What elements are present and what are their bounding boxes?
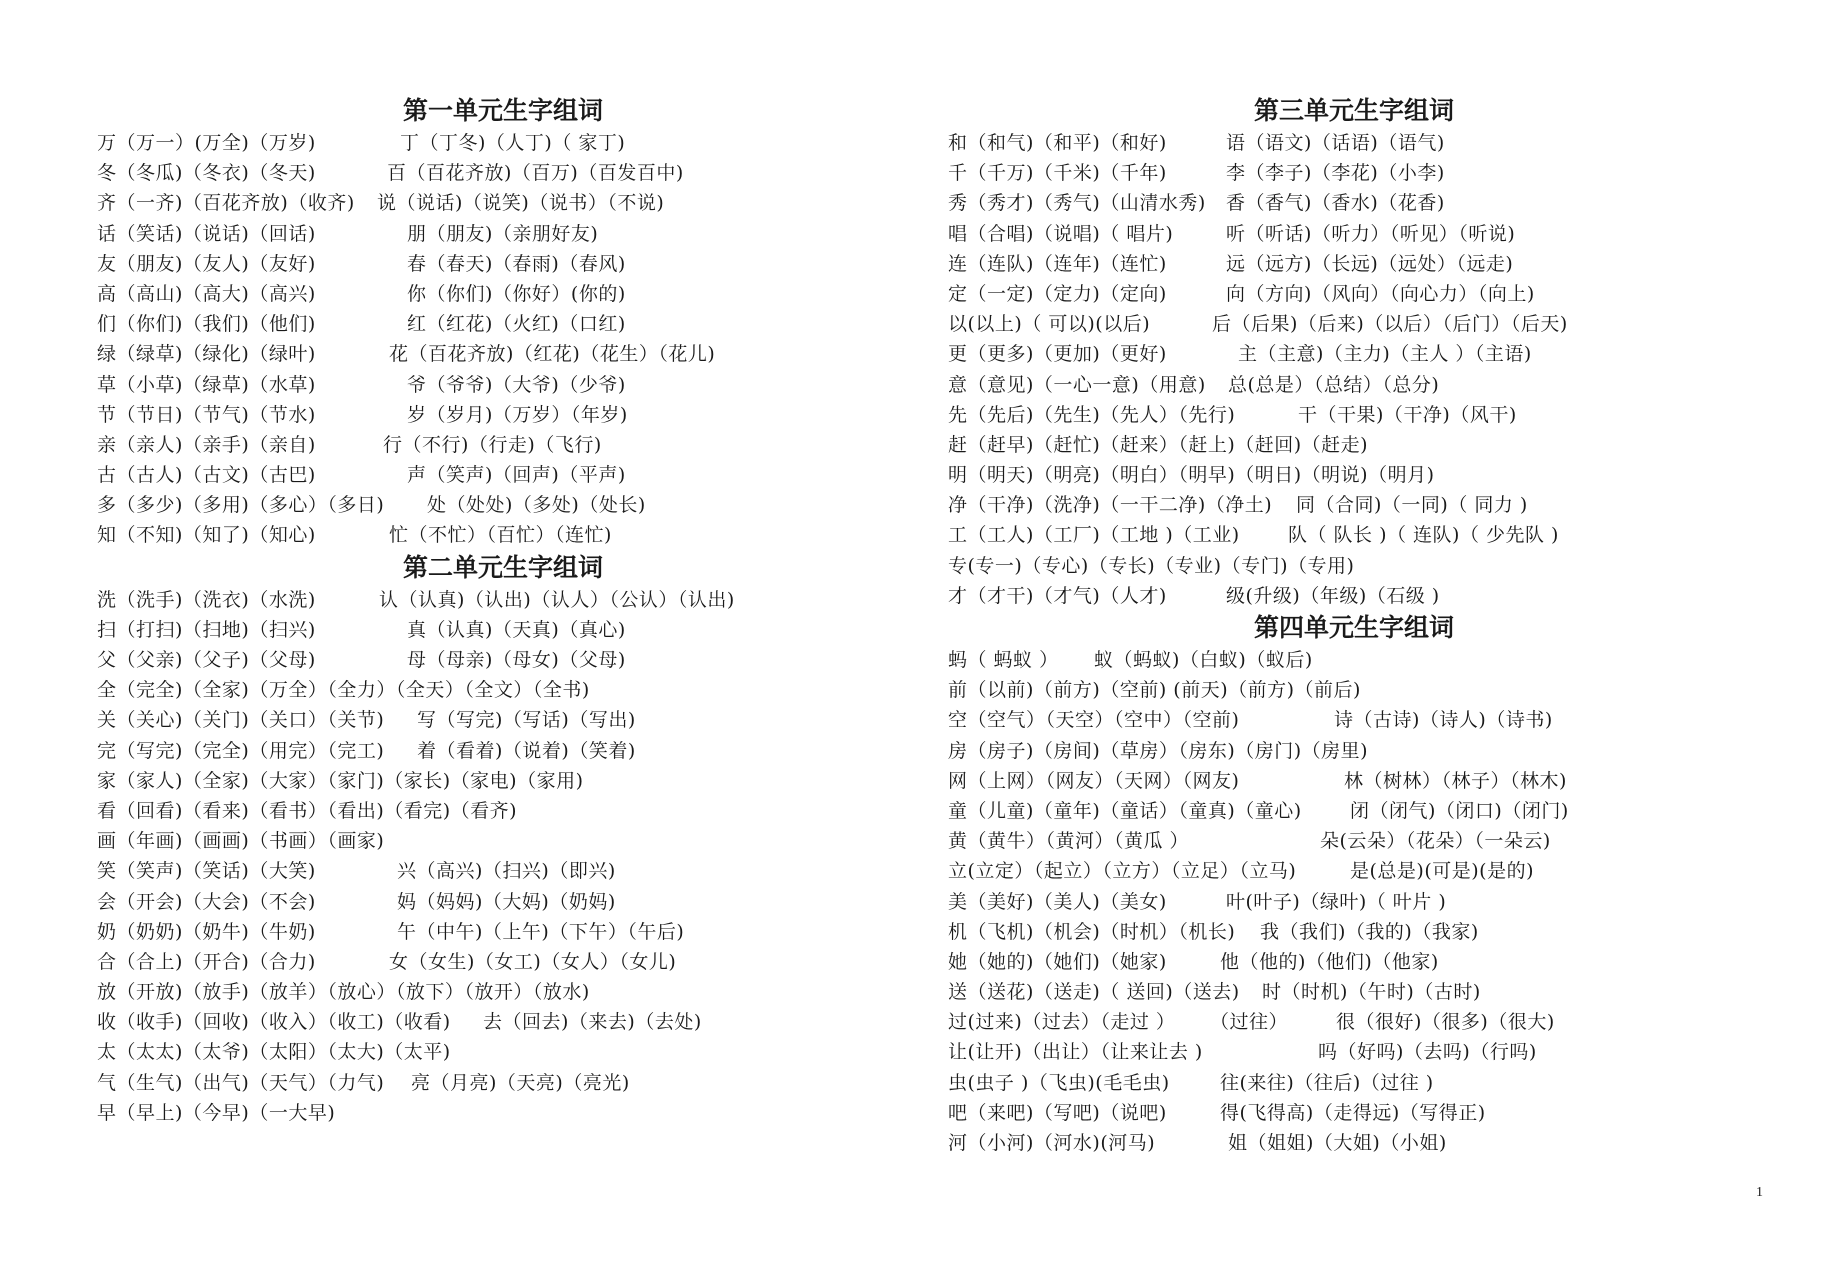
word-row (948, 339, 1708, 369)
word-entry: （过往） (1210, 1011, 1289, 1034)
word-row (948, 370, 1708, 400)
word-row (97, 766, 857, 796)
word-row (948, 1128, 1708, 1158)
word-entry: 工（工人)（工厂)（工地 )（工业) (948, 524, 1240, 547)
word-entry: 级(升级)（年级)（石级 ) (1226, 584, 1440, 607)
word-entry: 主（主意)（主力)（主人 ）（主语) (1238, 343, 1532, 366)
word-entry: 兴（高兴)（扫兴)（即兴) (397, 860, 616, 883)
word-entry: 前（以前)（前方)（空前) (前天)（前方)（前后) (948, 679, 1361, 702)
word-entry: 行（不行)（行走)（飞行) (383, 433, 602, 456)
word-row (948, 736, 1708, 766)
word-row (948, 188, 1708, 218)
word-entry: 和（和气)（和平)（和好) (948, 132, 1167, 154)
word-row (948, 645, 1708, 675)
word-row (97, 585, 857, 615)
word-row (948, 766, 1708, 796)
word-row (948, 675, 1708, 705)
word-entry: 后（后果)（后来)（以后）（后门）（后天) (1212, 313, 1568, 336)
word-entry: 干（干果)（干净)（风干) (1298, 403, 1517, 426)
word-entry: 连（连队)（连年)（连忙) (948, 252, 1167, 275)
word-entry: 我（我们)（我的)（我家) (1260, 920, 1479, 943)
word-entry: 同（合同)（一同)（ 同力 ) (1296, 494, 1528, 517)
word-entry: 太（太太)（太爷)（太阳）（太大)（太平) (97, 1041, 451, 1064)
word-entry: 总(总是）（总结）（总分) (1228, 373, 1440, 396)
word-row (948, 279, 1708, 309)
right-column (948, 94, 1708, 1158)
word-entry: 花（百花齐放)（红花)（花生）（花儿) (389, 343, 716, 366)
word-row (97, 339, 857, 369)
word-entry: 岁（岁月)（万岁）（年岁) (407, 403, 628, 426)
word-entry: 知（不知)（知了)（知心) (97, 524, 316, 547)
word-entry: 春（春天)（春雨)（春风) (407, 252, 626, 275)
word-entry: 立(立定）（起立）（立方）（立足）（立马) (948, 860, 1297, 883)
word-row (97, 400, 857, 430)
word-entry: 奶（奶奶)（奶牛)（牛奶) (97, 920, 316, 943)
word-entry: 时（时机)（午时)（古时) (1262, 981, 1481, 1004)
word-entry: 写（写完)（写话)（写出) (417, 709, 636, 732)
word-entry: 叶(叶子)（绿叶)（ 叶片 ) (1226, 890, 1447, 913)
word-entry: 网（上网）（网友）（天网）（网友) (948, 769, 1240, 792)
word-entry: 亮（月亮)（天亮)（亮光) (411, 1071, 630, 1094)
word-entry: 是(总是)(可是)(是的) (1350, 860, 1534, 883)
word-entry: 远（远方)（长远)（远处）（远走) (1226, 252, 1514, 275)
word-row (948, 705, 1708, 735)
word-entry: 们（你们)（我们)（他们) (97, 313, 316, 336)
word-entry: 往(来往)（往后)（过往 ) (1220, 1071, 1434, 1094)
word-row (97, 490, 857, 520)
word-row (97, 158, 857, 188)
word-entry: 听（听话)（听力）（听见）（听说) (1226, 222, 1516, 245)
word-entry: 过(过来)（过去）（走过 ） (948, 1011, 1176, 1034)
word-entry: 冬（冬瓜)（冬衣)（冬天) (97, 162, 316, 185)
word-row (948, 1068, 1708, 1098)
word-row (948, 1098, 1708, 1128)
word-row (948, 887, 1708, 917)
word-entry: 洗（洗手)（洗衣)（水洗) (97, 588, 316, 611)
word-entry: 全（完全)（全家)（万全）（全力）（全天）（全文）（全书) (97, 679, 590, 702)
word-entry: 李（李子)（李花)（小李) (1226, 162, 1445, 185)
word-entry: 女（女生)（女工)（女人）（女儿) (389, 950, 677, 973)
word-entry: 齐（一齐)（百花齐放)（收齐) (97, 192, 355, 215)
word-row (948, 430, 1708, 460)
word-row (948, 249, 1708, 279)
word-entry: 赶（赶早)（赶忙)（赶来）（赶上)（赶回)（赶走) (948, 433, 1369, 456)
word-row (97, 1068, 857, 1098)
word-entry: 向（方向)（风向）（向心力）（向上) (1226, 282, 1535, 305)
word-entry: 房（房子)（房间)（草房）（房东)（房门)（房里) (948, 739, 1369, 762)
word-row (948, 551, 1708, 581)
word-entry: 家（家人)（全家)（大家）（家门)（家长)（家电)（家用) (97, 769, 584, 792)
word-row (948, 1037, 1708, 1067)
word-entry: 定（一定)（定力)（定向) (948, 282, 1167, 305)
word-entry: 万（万一）(万全)（万岁) (97, 132, 316, 154)
word-entry: 蚂（ 蚂蚁 ） (948, 649, 1059, 671)
word-row (948, 977, 1708, 1007)
word-row (97, 705, 857, 735)
word-row (948, 826, 1708, 856)
page-number: 1 (1756, 1185, 1763, 1200)
word-row (948, 219, 1708, 249)
word-entry: 会（开会)（大会)（不会) (97, 890, 316, 913)
word-entry: 净（干净)（洗净)（一干二净)（净土) (948, 494, 1273, 517)
word-entry: 河（小河)（河水)(河马) (948, 1132, 1156, 1154)
word-entry: 认（认真)（认出)（认人）（公认）（认出) (379, 588, 735, 611)
word-entry: 朵(云朵）（花朵）（一朵云) (1320, 830, 1551, 853)
word-entry: 忙（不忙）（百忙）（连忙) (389, 524, 612, 547)
word-entry: 机（飞机)（机会)（时机）（机长) (948, 920, 1236, 943)
word-entry: 合（合上)（开合)（合力) (97, 950, 316, 973)
word-entry: 看（回看)（看来)（看书）（看出)（看完)（看齐) (97, 799, 518, 822)
word-entry: 送（送花)（送走)（ 送回)（送去) (948, 981, 1240, 1004)
word-entry: 完（写完)（完全)（用完）（完工) (97, 739, 385, 762)
word-entry: 关（关心)（关门)（关口）（关节) (97, 709, 385, 732)
word-row (948, 309, 1708, 339)
word-row (97, 430, 857, 460)
word-row (97, 128, 857, 158)
word-row (948, 128, 1708, 158)
word-entry: 唱（合唱)（说唱)（ 唱片) (948, 222, 1174, 245)
word-entry: 美（美好)（美人)（美女) (948, 890, 1167, 913)
word-entry: 千（千万)（千米)（千年) (948, 162, 1167, 185)
word-entry: 香（香气)（香水)（花香) (1226, 192, 1445, 215)
word-entry: 林（树林）（林子）（林木) (1344, 769, 1567, 792)
word-entry: 爷（爷爷)（大爷)（少爷) (407, 373, 626, 396)
word-entry: 朋（朋友)（亲朋好友) (407, 222, 599, 245)
word-row (948, 917, 1708, 947)
word-row (97, 309, 857, 339)
word-entry: 吗（好吗)（去吗)（行吗) (1318, 1041, 1537, 1064)
word-entry: 空（空气）（天空）（空中）（空前) (948, 709, 1240, 732)
word-entry: 童（儿童)（童年)（童话）（童真)（童心) (948, 799, 1302, 822)
word-entry: 他（他的)（他们)（他家) (1220, 950, 1439, 973)
word-entry: 得(飞得高)（走得远)（写得正) (1220, 1101, 1486, 1124)
word-entry: 着（看着)（说着)（笑着) (417, 739, 636, 762)
word-row (948, 460, 1708, 490)
word-entry: 去（回去)（来去)（去处) (483, 1011, 702, 1034)
word-row (97, 675, 857, 705)
word-entry: 意（意见)（一心一意)（用意) (948, 373, 1206, 396)
word-entry: 队（ 队长 )（ 连队)（ 少先队 ) (1288, 524, 1559, 547)
word-row (948, 490, 1708, 520)
word-entry: 黄（黄牛）（黄河）（黄瓜 ） (948, 830, 1190, 853)
word-entry: 午（中午)（上午)（下午）（午后) (397, 920, 685, 943)
word-row (948, 856, 1708, 886)
section-title: 第一单元生字组词 (403, 96, 604, 125)
word-row (97, 1007, 857, 1037)
word-entry: 先（先后)（先生)（先人）（先行) (948, 403, 1236, 426)
word-entry: 妈（妈妈)（大妈)（奶妈) (397, 890, 616, 913)
section-title: 第二单元生字组词 (403, 552, 604, 582)
word-row (97, 977, 857, 1007)
word-entry: 闭（闭气)（闭口)（闭门) (1350, 799, 1569, 822)
word-entry: 说（说话)（说笑)（说书）（不说) (377, 192, 665, 215)
section-title: 第三单元生字组词 (1254, 96, 1455, 125)
word-entry: 母（母亲)（母女)（父母) (407, 649, 626, 671)
word-entry: 绿（绿草)（绿化)（绿叶) (97, 343, 316, 366)
word-entry: 语（语文)（话语)（语气) (1226, 132, 1445, 154)
word-entry: 声（笑声)（回声)（平声) (407, 464, 626, 487)
word-row (97, 460, 857, 490)
word-entry: 友（朋友)（友人)（友好) (97, 252, 316, 275)
word-row (97, 917, 857, 947)
word-entry: 明（明天)（明亮)（明白）（明早)（明日)（明说)（明月) (948, 464, 1435, 487)
word-entry: 父（父亲)（父子)（父母) (97, 649, 316, 671)
word-entry: 高（高山)（高大)（高兴) (97, 282, 316, 305)
word-entry: 以(以上)（ 可以)(以后) (948, 313, 1151, 336)
word-entry: 扫（打扫)（扫地)（扫兴) (97, 618, 316, 641)
word-entry: 专(专一)（专心)（专长)（专业)（专门)（专用) (948, 554, 1355, 577)
word-entry: 虫(虫子 )（飞虫)(毛毛虫) (948, 1071, 1170, 1094)
word-entry: 很（很好)（很多)（很大) (1336, 1011, 1555, 1034)
word-entry: 话（笑话)（说话)（回话) (97, 222, 316, 245)
word-entry: 多（多少)（多用)（多心）（多日) (97, 494, 385, 517)
word-row (97, 188, 857, 218)
word-row (948, 400, 1708, 430)
word-row (97, 856, 857, 886)
word-row (948, 581, 1708, 611)
word-entry: 早（早上)（今早)（一大早) (97, 1101, 336, 1124)
word-row (948, 520, 1708, 550)
word-row (948, 1007, 1708, 1037)
word-row (97, 645, 857, 675)
word-entry: 诗（古诗)（诗人)（诗书) (1334, 709, 1553, 732)
word-entry: 节（节日)（节气)（节水) (97, 403, 316, 426)
word-row (97, 279, 857, 309)
word-entry: 你（你们)（你好）(你的) (407, 282, 626, 305)
word-entry: 丁（丁冬)（人丁)（ 家丁) (400, 132, 626, 154)
word-entry: 秀（秀才)（秀气)（山清水秀) (948, 192, 1206, 215)
word-row (948, 158, 1708, 188)
word-entry: 让(让开)（出让）（让来让去 ) (948, 1041, 1203, 1064)
word-row (97, 887, 857, 917)
word-entry: 才（才干)（才气)（人才) (948, 584, 1167, 607)
word-entry: 草（小草)（绿草)（水草) (97, 373, 316, 396)
word-entry: 她（她的)（她们)（她家) (948, 950, 1167, 973)
word-entry: 亲（亲人)（亲手)（亲自) (97, 433, 316, 456)
section-title: 第四单元生字组词 (1254, 613, 1455, 642)
word-row (948, 947, 1708, 977)
word-row (97, 1098, 857, 1128)
word-entry: 更（更多)（更加)（更好) (948, 343, 1167, 366)
word-entry: 气（生气)（出气)（天气）（力气) (97, 1071, 385, 1094)
word-row (97, 826, 857, 856)
word-row (97, 796, 857, 826)
word-row (97, 615, 857, 645)
word-row (97, 219, 857, 249)
word-row (97, 736, 857, 766)
left-column (97, 94, 857, 1128)
word-row (97, 1037, 857, 1067)
word-entry: 百（百花齐放)（百万)（百发百中) (387, 162, 684, 185)
word-entry: 收（收手)（回收)（收入）（收工)（收看) (97, 1011, 451, 1034)
word-entry: 笑（笑声)（笑话)（大笑) (97, 860, 316, 883)
word-entry: 姐（姐姐)（大姐)（小姐) (1228, 1132, 1447, 1154)
word-row (948, 796, 1708, 826)
word-entry: 吧（来吧)（写吧)（说吧) (948, 1101, 1167, 1124)
word-row (97, 520, 857, 550)
word-row (97, 947, 857, 977)
word-entry: 画（年画)（画画)（书画）（画家) (97, 830, 385, 853)
word-row (97, 249, 857, 279)
word-entry: 红（红花)（火红)（口红) (407, 313, 626, 336)
word-entry: 古（古人)（古文)（古巴) (97, 464, 316, 487)
word-entry: 处（处处)（多处)（处长) (427, 494, 646, 517)
word-entry: 放（开放)（放手)（放羊）（放心）（放下）（放开）（放水) (97, 981, 590, 1004)
word-entry: 真（认真)（天真)（真心) (407, 618, 626, 641)
word-entry: 蚁（蚂蚁)（白蚁)（蚁后) (1094, 649, 1313, 671)
word-row (97, 370, 857, 400)
